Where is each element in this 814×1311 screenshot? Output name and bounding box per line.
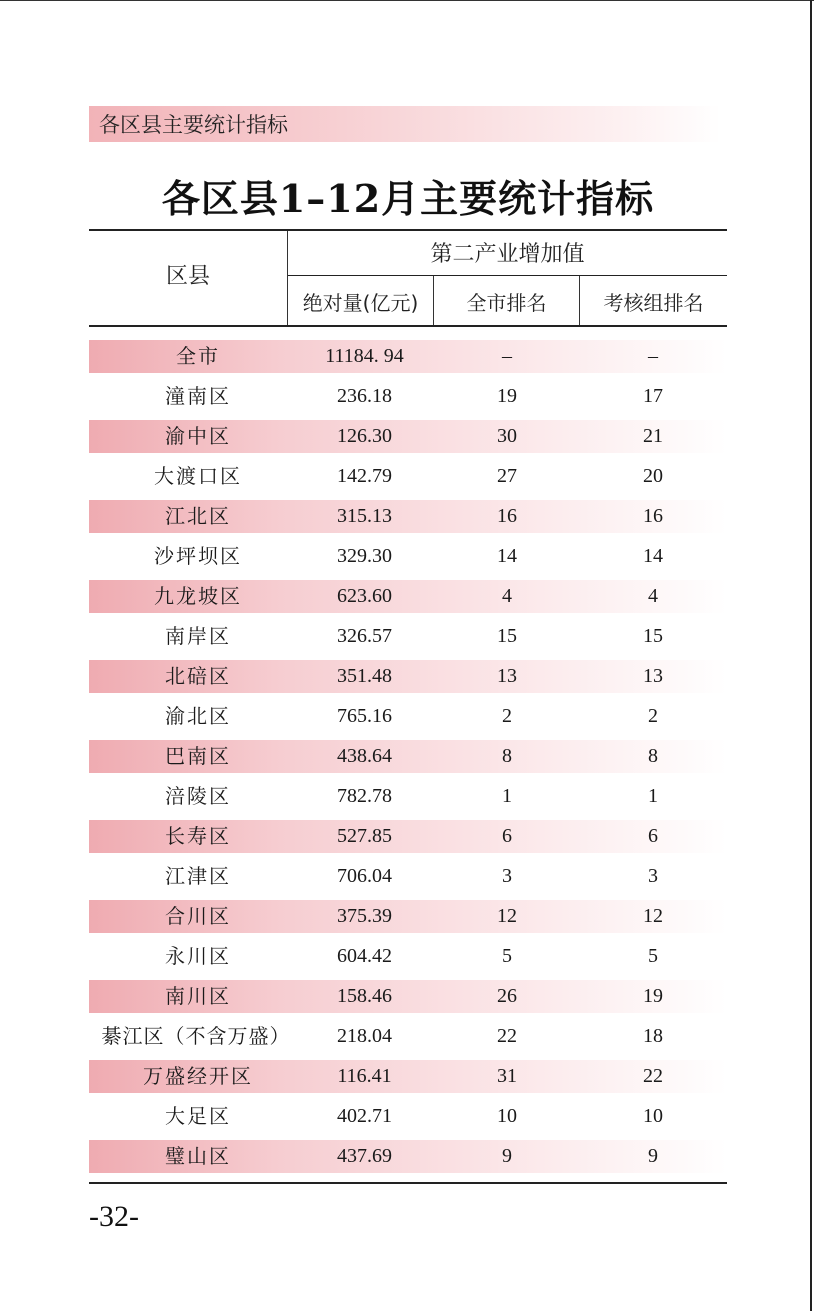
city-rank-cell: 16 — [497, 505, 517, 527]
group-rank-cell: – — [648, 345, 658, 367]
district-cell: 沙坪坝区 — [154, 544, 242, 568]
city-rank-cell: 19 — [497, 385, 517, 407]
city-rank-cell: 30 — [497, 425, 517, 447]
group-rank-cell: 22 — [643, 1065, 663, 1087]
absolute-value-cell: 11184. 94 — [325, 345, 404, 367]
absolute-value-cell: 142.79 — [337, 465, 392, 487]
table-row — [89, 1140, 727, 1173]
table-row — [89, 540, 727, 573]
absolute-value-cell: 126.30 — [337, 425, 392, 447]
city-rank-cell: – — [502, 345, 512, 367]
table-row — [89, 380, 727, 413]
absolute-value-cell: 218.04 — [337, 1025, 392, 1047]
table-row — [89, 420, 727, 453]
absolute-value-cell: 351.48 — [337, 665, 392, 687]
group-rank-cell: 4 — [648, 585, 658, 607]
absolute-value-cell: 116.41 — [337, 1065, 392, 1087]
group-rank-cell: 17 — [643, 385, 663, 407]
group-rank-cell: 5 — [648, 945, 658, 967]
absolute-value-cell: 438.64 — [337, 745, 392, 767]
table-row — [89, 980, 727, 1013]
group-rank-cell: 12 — [643, 905, 663, 927]
table-row — [89, 620, 727, 653]
group-rank-cell: 15 — [643, 625, 663, 647]
group-rank-cell: 13 — [643, 665, 663, 687]
absolute-value-cell: 375.39 — [337, 905, 392, 927]
city-rank-cell: 1 — [502, 785, 512, 807]
table-row — [89, 940, 727, 973]
absolute-value-cell: 527.85 — [337, 825, 392, 847]
table-row — [89, 580, 727, 613]
city-rank-cell: 9 — [502, 1145, 512, 1167]
group-rank-cell: 2 — [648, 705, 658, 727]
table-row — [89, 820, 727, 853]
section-header-band — [89, 106, 721, 142]
district-cell: 大渡口区 — [154, 464, 242, 488]
group-rank-cell: 18 — [643, 1025, 663, 1047]
table-row — [89, 1060, 727, 1093]
district-cell: 北碚区 — [165, 664, 231, 688]
group-divider-rule — [288, 275, 727, 276]
table-row — [89, 780, 727, 813]
city-rank-cell: 2 — [502, 705, 512, 727]
district-cell: 永川区 — [165, 944, 231, 968]
district-cell: 南川区 — [165, 984, 231, 1008]
group-rank-cell: 9 — [648, 1145, 658, 1167]
district-cell: 江北区 — [165, 504, 231, 528]
district-cell: 九龙坡区 — [154, 584, 242, 608]
group-rank-cell: 16 — [643, 505, 663, 527]
table-row — [89, 460, 727, 493]
table-row — [89, 1100, 727, 1133]
city-rank-cell: 14 — [497, 545, 517, 567]
table-row — [89, 860, 727, 893]
district-cell: 全市 — [176, 344, 220, 368]
table-row — [89, 340, 727, 373]
absolute-value-cell: 329.30 — [337, 545, 392, 567]
table-top-rule — [89, 229, 727, 231]
header-bottom-rule — [89, 325, 727, 327]
district-cell: 渝中区 — [165, 424, 231, 448]
district-cell: 渝北区 — [165, 704, 231, 728]
city-rank-cell: 5 — [502, 945, 512, 967]
table-row — [89, 900, 727, 933]
absolute-value-cell: 402.71 — [337, 1105, 392, 1127]
district-cell: 涪陵区 — [165, 784, 231, 808]
city-rank-cell: 6 — [502, 825, 512, 847]
table-row — [89, 700, 727, 733]
absolute-value-cell: 236.18 — [337, 385, 392, 407]
absolute-value-cell: 782.78 — [337, 785, 392, 807]
district-cell: 璧山区 — [165, 1144, 231, 1168]
district-cell: 万盛经开区 — [143, 1064, 253, 1088]
city-rank-cell: 8 — [502, 745, 512, 767]
district-cell: 大足区 — [165, 1104, 231, 1128]
district-cell: 綦江区（不含万盛） — [101, 1024, 291, 1048]
city-rank-cell: 26 — [497, 985, 517, 1007]
city-rank-cell: 4 — [502, 585, 512, 607]
group-rank-cell: 1 — [648, 785, 658, 807]
city-rank-cell: 15 — [497, 625, 517, 647]
group-rank-cell: 21 — [643, 425, 663, 447]
header-absolute: 绝对量(亿元) — [302, 291, 419, 315]
group-rank-cell: 10 — [643, 1105, 663, 1127]
absolute-value-cell: 765.16 — [337, 705, 392, 727]
city-rank-cell: 22 — [497, 1025, 517, 1047]
header-district: 区县 — [165, 264, 210, 289]
city-rank-cell: 12 — [497, 905, 517, 927]
city-rank-cell: 31 — [497, 1065, 517, 1087]
group-rank-cell: 6 — [648, 825, 658, 847]
absolute-value-cell: 623.60 — [337, 585, 392, 607]
page-top-border — [0, 0, 814, 1]
district-cell: 潼南区 — [165, 384, 231, 408]
page-right-border — [810, 0, 812, 1311]
group-rank-cell: 14 — [643, 545, 663, 567]
section-header-text: 各区县主要统计指标 — [99, 113, 288, 137]
page-title: 各区县1–12月主要统计指标 — [161, 176, 655, 221]
city-rank-cell: 27 — [497, 465, 517, 487]
table-row — [89, 660, 727, 693]
city-rank-cell: 3 — [502, 865, 512, 887]
header-group-rank: 考核组排名 — [603, 291, 704, 315]
city-rank-cell: 10 — [497, 1105, 517, 1127]
header-group: 第二产业增加值 — [430, 242, 585, 267]
absolute-value-cell: 706.04 — [337, 865, 392, 887]
absolute-value-cell: 315.13 — [337, 505, 392, 527]
table-row — [89, 1020, 727, 1053]
table-row — [89, 500, 727, 533]
absolute-value-cell: 437.69 — [337, 1145, 392, 1167]
absolute-value-cell: 158.46 — [337, 985, 392, 1007]
group-rank-cell: 20 — [643, 465, 663, 487]
district-cell: 长寿区 — [165, 824, 231, 848]
group-rank-cell: 8 — [648, 745, 658, 767]
absolute-value-cell: 326.57 — [337, 625, 392, 647]
district-cell: 巴南区 — [165, 744, 231, 768]
table-bottom-rule — [89, 1182, 727, 1184]
district-cell: 江津区 — [165, 864, 231, 888]
header-city-rank: 全市排名 — [466, 291, 547, 315]
absolute-value-cell: 604.42 — [337, 945, 392, 967]
table-row — [89, 740, 727, 773]
page-number: -32- — [89, 1200, 139, 1233]
district-cell: 合川区 — [165, 904, 231, 928]
city-rank-cell: 13 — [497, 665, 517, 687]
group-rank-cell: 3 — [648, 865, 658, 887]
district-cell: 南岸区 — [165, 624, 231, 648]
group-rank-cell: 19 — [643, 985, 663, 1007]
